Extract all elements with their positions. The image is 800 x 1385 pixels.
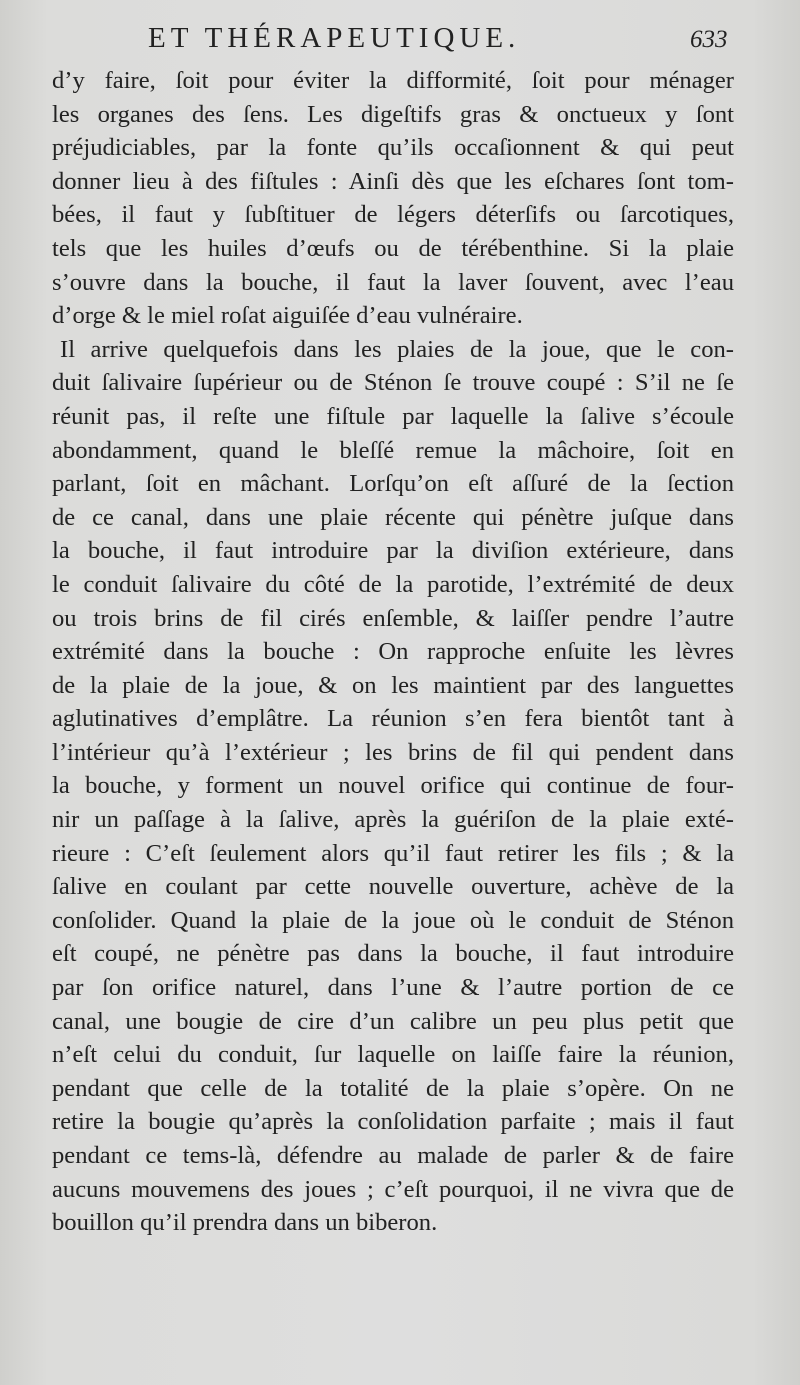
text-line: la bouche, y forment un nouvel orifice qui continue de four- bbox=[52, 772, 734, 800]
text-line: réunit pas, il reſte une fiſtule par laquelle la ſalive s’écoule bbox=[52, 402, 734, 430]
text-line: aglutinatives d’emplâtre. La réunion s’en fera bientôt tant à bbox=[52, 705, 734, 733]
running-title: ET THÉRAPEUTIQUE. bbox=[148, 22, 521, 54]
text-line: l’intérieur qu’à l’extérieur ; les brins de fil qui pendent dans bbox=[52, 738, 734, 766]
text-line: la bouche, il faut introduire par la diviſion extérieure, dans bbox=[52, 537, 734, 565]
text-line: d’orge & le miel roſat aiguiſée d’eau vulnéraire. bbox=[52, 302, 523, 330]
text-line: eſt coupé, ne pénètre pas dans la bouche, il faut introduire bbox=[52, 940, 734, 968]
page-number: 633 bbox=[690, 26, 728, 53]
paragraph bbox=[52, 333, 734, 1240]
text-line: Il arrive quelquefois dans les plaies de la joue, que le con- bbox=[60, 335, 734, 363]
page-header bbox=[0, 22, 800, 62]
body-text bbox=[52, 64, 734, 1240]
text-line: retire la bougie qu’après la conſolidation parfaite ; mais il faut bbox=[52, 1108, 734, 1136]
text-line: duit ſalivaire ſupérieur ou de Sténon ſe trouve coupé : S’il ne ſe bbox=[52, 369, 734, 397]
text-line: les organes des ſens. Les digeſtifs gras & onctueux y ſont bbox=[52, 100, 734, 128]
text-line: ou trois brins de fil cirés enſemble, & laiſſer pendre l’autre bbox=[52, 604, 734, 632]
text-line: de la plaie de la joue, & on les maintient par des languettes bbox=[52, 671, 734, 699]
text-line: ſalive en coulant par cette nouvelle ouverture, achève de la bbox=[52, 873, 734, 901]
text-line: n’eſt celui du conduit, ſur laquelle on laiſſe faire la réunion, bbox=[52, 1041, 734, 1069]
text-line: rieure : C’eſt ſeulement alors qu’il faut retirer les fils ; & la bbox=[52, 839, 734, 867]
text-line: préjudiciables, par la fonte qu’ils occaſionnent & qui peut bbox=[52, 134, 734, 162]
text-line: abondamment, quand le bleſſé remue la mâchoire, ſoit en bbox=[52, 436, 734, 464]
text-line: tels que les huiles d’œufs ou de térébenthine. Si la plaie bbox=[52, 234, 734, 262]
text-line: conſolider. Quand la plaie de la joue où le conduit de Sténon bbox=[52, 906, 734, 934]
text-line: pendant que celle de la totalité de la plaie s’opère. On ne bbox=[52, 1074, 734, 1102]
text-line: canal, une bougie de cire d’un calibre un peu plus petit que bbox=[52, 1007, 734, 1035]
text-line: bouillon qu’il prendra dans un biberon. bbox=[52, 1209, 438, 1237]
text-line: aucuns mouvemens des joues ; c’eſt pourquoi, il ne vivra que de bbox=[52, 1175, 734, 1203]
text-line: de ce canal, dans une plaie récente qui pénètre juſque dans bbox=[52, 503, 734, 531]
paragraph bbox=[52, 64, 734, 333]
text-line: donner lieu à des fiſtules : Ainſi dès que les eſchares ſont tom- bbox=[52, 167, 734, 195]
text-line: s’ouvre dans la bouche, il faut la laver ſouvent, avec l’eau bbox=[52, 268, 734, 296]
text-line: pendant ce tems-là, défendre au malade de parler & de faire bbox=[52, 1142, 734, 1169]
text-line: extrémité dans la bouche : On rapproche enſuite les lèvres bbox=[52, 638, 734, 666]
text-line: par ſon orifice naturel, dans l’une & l’autre portion de ce bbox=[52, 974, 734, 1002]
text-line: bées, il faut y ſubſtituer de légers déterſifs ou ſarcotiques, bbox=[52, 201, 734, 229]
text-line: nir un paſſage à la ſalive, après la guériſon de la plaie exté- bbox=[52, 806, 734, 834]
text-line: parlant, ſoit en mâchant. Lorſqu’on eſt aſſuré de la ſection bbox=[52, 470, 734, 498]
text-line: le conduit ſalivaire du côté de la parotide, l’extrémité de deux bbox=[52, 570, 734, 598]
text-line: d’y faire, ſoit pour éviter la difformité, ſoit pour ménager bbox=[52, 67, 734, 94]
